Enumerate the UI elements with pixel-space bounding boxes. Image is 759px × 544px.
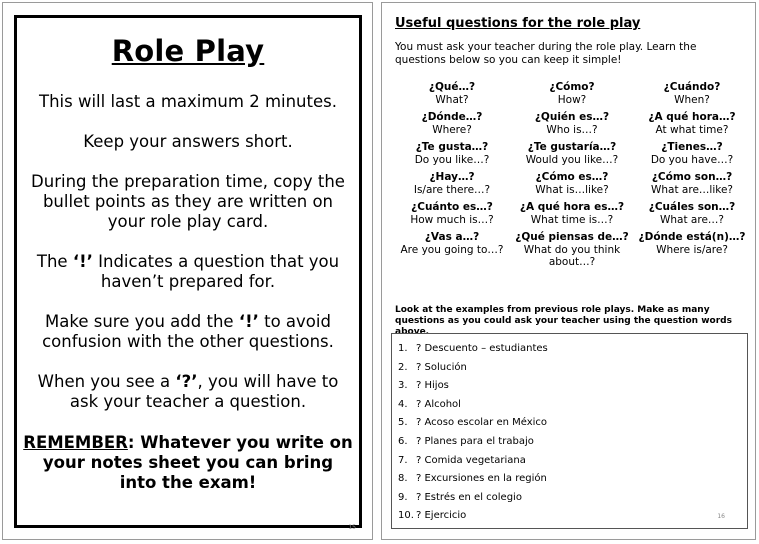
item-text: ? Comida vegetariana: [416, 454, 526, 466]
question-spanish: ¿Vas a…?: [424, 231, 480, 243]
question-english: What time is…?: [530, 213, 614, 226]
question-spanish: ¿Cuáles son…?: [648, 201, 736, 213]
item-text: ? Descuento – estudiantes: [416, 343, 548, 354]
question-item: [512, 111, 632, 136]
paragraph-preparation: During the preparation time, copy the bullet points as they are written on your role play card.: [31, 172, 345, 231]
paragraph-question-mark: [17, 372, 359, 412]
text: When you see a: [37, 372, 176, 391]
question-item: [512, 171, 632, 196]
question-item: [392, 171, 512, 196]
question-english: What do you think about…?: [523, 243, 621, 268]
item-text: ? Ejercicio: [416, 510, 467, 522]
item-text: ? Planes para el trabajo: [416, 435, 534, 447]
question-english: Is/are there…?: [413, 183, 491, 196]
question-spanish: ¿Te gustaría…?: [527, 141, 617, 153]
question-item: [512, 231, 632, 269]
list-item: [398, 396, 747, 415]
item-number: 10.: [398, 510, 414, 522]
question-english: Who is…?: [546, 123, 598, 136]
question-spanish: ¿Cómo?: [549, 81, 595, 93]
question-spanish: ¿Dónde está(n)…?: [638, 231, 746, 243]
question-symbol: ‘?’: [175, 372, 198, 391]
text: , you will have to ask your teacher a question.: [69, 372, 339, 411]
paragraph-remember: [17, 433, 359, 493]
exclamation-symbol: ‘!’: [72, 252, 93, 271]
list-item: [398, 470, 747, 489]
question-english: Are you going to…?: [400, 243, 504, 256]
question-english: What are…like?: [651, 183, 733, 196]
item-number: 5.: [398, 417, 408, 429]
item-text: ? Acoso escolar en México: [416, 417, 548, 429]
left-page: [2, 2, 373, 540]
paragraph-short-answers: Keep your answers short.: [83, 132, 293, 151]
question-spanish: ¿Cuándo?: [663, 81, 721, 93]
item-number: 6.: [398, 435, 408, 447]
item-number: 2.: [398, 361, 408, 373]
list-item: [398, 414, 747, 433]
question-spanish: ¿Cómo son…?: [651, 171, 733, 183]
question-english: What are…?: [660, 213, 724, 226]
text: to avoid confusion with the other questions.: [42, 312, 334, 351]
role-play-frame: [14, 15, 362, 528]
question-grid: [392, 81, 752, 269]
paragraph-add-exclamation: [17, 312, 359, 352]
question-spanish: ¿Te gusta…?: [415, 141, 489, 153]
list-item: [398, 507, 747, 526]
examples-instructions: Look at the examples from previous role plays. Make as many questions as you could ask your teacher using the question words above.: [395, 305, 732, 337]
remember-label: REMEMBER: [23, 433, 128, 452]
questions-heading: Useful questions for the role play: [395, 16, 641, 31]
item-text: ? Estrés en el colegio: [416, 491, 522, 503]
question-item: [632, 111, 752, 136]
question-item: [392, 201, 512, 226]
question-spanish: ¿Qué piensas de…?: [515, 231, 629, 243]
item-number: 3.: [398, 380, 408, 392]
list-item: [398, 359, 747, 378]
question-spanish: ¿Tienes…?: [661, 141, 723, 153]
page-number: 15: [348, 524, 356, 531]
question-item: [632, 231, 752, 269]
question-english: Would you like…?: [525, 153, 619, 166]
question-spanish: ¿Qué…?: [428, 81, 476, 93]
question-english: At what time?: [655, 123, 729, 136]
remember-text: : Whatever you write on your notes sheet you can bring into the exam!: [42, 433, 353, 492]
text: The: [36, 252, 73, 271]
list-item: [398, 489, 747, 508]
item-number: 1.: [398, 343, 408, 354]
question-spanish: ¿Cuánto es…?: [411, 201, 493, 213]
list-item: [398, 452, 747, 471]
page-title: Role Play: [111, 34, 265, 68]
page-number: 16: [717, 513, 725, 520]
question-spanish: ¿Dónde…?: [421, 111, 483, 123]
question-item: [632, 201, 752, 226]
question-english: Do you have…?: [650, 153, 734, 166]
item-text: ? Excursiones en la región: [416, 473, 547, 485]
item-number: 9.: [398, 491, 408, 503]
item-text: ? Hijos: [416, 380, 449, 392]
questions-intro: You must ask your teacher during the role play. Learn the questions below so you can keep it simple!: [395, 41, 697, 66]
question-english: When?: [674, 93, 710, 106]
question-spanish: ¿Hay…?: [429, 171, 475, 183]
question-spanish: ¿A qué hora…?: [648, 111, 736, 123]
item-number: 4.: [398, 398, 408, 410]
question-item: [632, 81, 752, 106]
question-english: How much is…?: [410, 213, 494, 226]
question-item: [512, 141, 632, 166]
question-spanish: ¿Cómo es…?: [535, 171, 609, 183]
question-item: [392, 141, 512, 166]
examples-box: [391, 333, 748, 529]
question-spanish: ¿A qué hora es…?: [519, 201, 625, 213]
item-text: ? Alcohol: [416, 398, 461, 410]
question-spanish: ¿Quién es…?: [534, 111, 610, 123]
paragraph-duration: This will last a maximum 2 minutes.: [39, 92, 337, 111]
question-english: Where?: [432, 123, 472, 136]
question-english: What?: [435, 93, 469, 106]
question-item: [632, 171, 752, 196]
list-item: [398, 340, 747, 359]
right-page: [381, 2, 756, 540]
list-item: [398, 377, 747, 396]
question-item: [512, 81, 632, 106]
question-english: What is…like?: [535, 183, 609, 196]
text: Make sure you add the: [45, 312, 239, 331]
question-item: [512, 201, 632, 226]
paragraph-exclamation: [17, 252, 359, 292]
question-english: How?: [557, 93, 587, 106]
question-item: [392, 81, 512, 106]
item-number: 8.: [398, 473, 408, 485]
examples-list: [392, 334, 747, 526]
question-english: Do you like…?: [414, 153, 490, 166]
question-item: [632, 141, 752, 166]
question-english: Where is/are?: [656, 243, 728, 256]
item-text: ? Solución: [416, 361, 467, 373]
list-item: [398, 433, 747, 452]
question-item: [392, 111, 512, 136]
exclamation-symbol: ‘!’: [238, 312, 259, 331]
text: Indicates a question that you haven’t prepared for.: [92, 252, 340, 291]
item-number: 7.: [398, 454, 408, 466]
question-item: [392, 231, 512, 269]
